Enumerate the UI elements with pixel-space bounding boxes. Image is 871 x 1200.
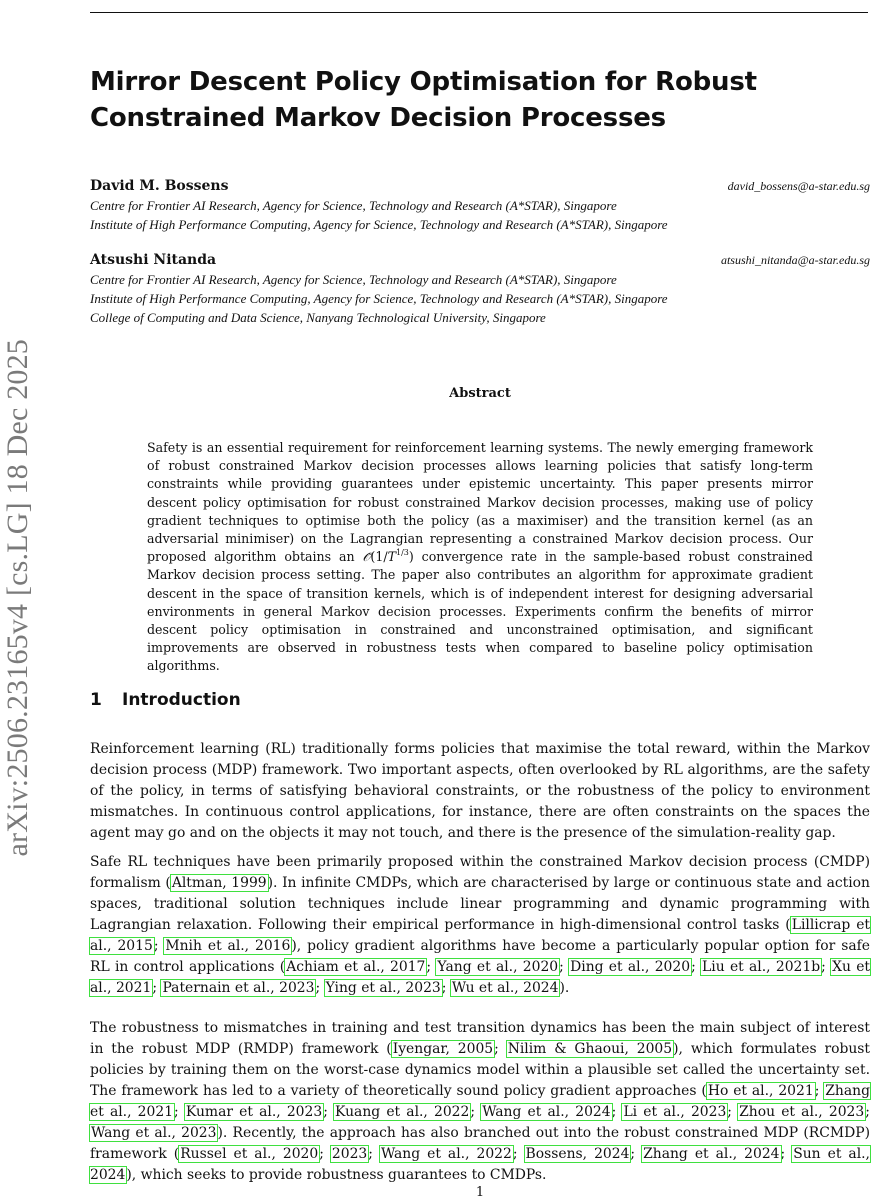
paragraph-text: ; [727, 1104, 739, 1120]
author-name: David M. Bossens [90, 178, 229, 194]
section-heading-introduction [90, 690, 870, 710]
header-rule [90, 12, 868, 13]
paragraph-text: ; [153, 938, 165, 954]
citation-link[interactable]: Nilim & Ghaoui, 2005 [507, 1041, 673, 1057]
citation-link[interactable]: Iyengar, 2005 [392, 1041, 494, 1057]
paragraph-text: ; [780, 1146, 793, 1162]
citation-link[interactable]: Ying et al., 2023 [325, 980, 441, 996]
paragraph-text: ; [368, 1146, 380, 1162]
citation-link[interactable]: Paternain et al., 2023 [162, 980, 315, 996]
paragraph-text: ), which formulates robust policies by training them on the worst-case dynamics model within a plausible set called the uncertainty set. The framework has led to a variety of theoretically sound policy gradient approaches ( [90, 1041, 870, 1099]
paragraph-text: The robustness to mismatches in training and test transition dynamics has been the main subject of interest in the robust MDP (RMDP) framework ( [90, 1020, 870, 1057]
paragraph-text: ; [821, 959, 832, 975]
author-affiliation: Centre for Frontier AI Research, Agency for Science, Technology and Research (A*STAR), Singapore [90, 272, 617, 287]
citation-link[interactable]: Wang et al., 2022 [380, 1146, 512, 1162]
page-number: 1 [475, 1185, 485, 1200]
paragraph-text: ; [814, 1083, 825, 1099]
paper-title: Mirror Descent Policy Optimisation for Robust Constrained Markov Decision Processes [90, 67, 757, 133]
paragraph-text: ; [512, 1146, 525, 1162]
citation-link[interactable]: Ding et al., 2020 [570, 959, 691, 975]
paragraph-text: ; [611, 1104, 623, 1120]
paragraph-text: ; [315, 980, 325, 996]
paragraph-text: ; [470, 1104, 482, 1120]
paragraph-text: ; [174, 1104, 185, 1120]
author-name: Atsushi Nitanda [90, 252, 217, 268]
citation-link[interactable]: Liu et al., 2021b [702, 959, 821, 975]
section-number: 1 [90, 690, 102, 710]
paragraph-text: ; [865, 1104, 870, 1120]
paragraph-text: Reinforcement learning (RL) traditionally forms policies that maximise the total reward, within the Markov decision process (MDP) framework. Two important aspects, often overlooked by RL algorithms, are the safety of the policy, in terms of satisfying behavioral constraints, or the robustness of the policy to environment mismatches. In continuous control applications, for instance, there are often constraints on the spaces the agent may go and on the objects it may not touch, and there is the presence of the simulation-reality gap. [90, 741, 870, 841]
author-affiliation: Institute of High Performance Computing, Agency for Science, Technology and Research (A*STAR), Singapore [90, 217, 668, 232]
paragraph-text: ; [691, 959, 702, 975]
citation-link[interactable]: Sun et al., 2024 [90, 1146, 870, 1183]
author-affiliation: Institute of High Performance Computing, Agency for Science, Technology and Research (A*STAR), Singapore [90, 291, 668, 306]
paragraph-text: ), policy gradient algorithms have become a particularly popular option for safe RL in control applications ( [90, 938, 870, 975]
author-affiliation: College of Computing and Data Science, Nanyang Technological University, Singapore [90, 310, 546, 325]
paragraph-text: Safe RL techniques have been primarily proposed within the constrained Markov decision process (CMDP) formalism ( [90, 854, 870, 891]
paragraph-text: ). [559, 980, 570, 996]
paragraph-text: ; [319, 1146, 331, 1162]
abstract-text [147, 439, 813, 676]
paragraph-2 [90, 852, 870, 999]
author-affiliation: Centre for Frontier AI Research, Agency for Science, Technology and Research (A*STAR), Singapore [90, 198, 617, 213]
citation-link[interactable]: Achiam et al., 2017 [286, 959, 426, 975]
citation-link[interactable]: Lillicrap et al., 2015 [90, 917, 870, 954]
paragraph-text: ). Recently, the approach has also branched out into the robust constrained MDP (RCMDP) framework ( [90, 1125, 870, 1162]
paragraph-text: ; [494, 1041, 507, 1057]
arxiv-identifier-text: arXiv:2506.23165v4 [cs.LG] 18 Dec 2025 [1, 338, 34, 857]
citation-link[interactable]: Wu et al., 2024 [451, 980, 559, 996]
citation-link[interactable]: Russel et al., 2020 [180, 1146, 319, 1162]
citation-link[interactable]: Zhang et al., 2024 [643, 1146, 780, 1162]
section-title: Introduction [122, 690, 241, 710]
citation-link[interactable]: Ho et al., 2021 [707, 1083, 814, 1099]
abstract-text-part: Safety is an essential requirement for reinforcement learning systems. The newly emerging framework of robust constrained Markov decision processes allows learning policies that satisfy long-term constraints while providing guarantees under epistemic uncertainty. This paper presents mirror descent policy optimisation for robust constrained Markov decision processes, making use of policy gradient techniques to optimise both the policy (as a maximiser) and the transition kernel (as an adversarial minimiser) on the Lagrangian representing a constrained Markov decision process. Our proposed algorithm obtains an [147, 440, 813, 565]
paragraph-3 [90, 1018, 870, 1186]
paragraph-text: ; [323, 1104, 335, 1120]
author-email[interactable]: atsushi_nitanda@a-star.edu.sg [720, 253, 870, 267]
citation-link[interactable]: Yang et al., 2020 [437, 959, 559, 975]
citation-link[interactable]: Zhou et al., 2023 [739, 1104, 865, 1120]
author-email[interactable]: david_bossens@a-star.edu.sg [727, 179, 870, 193]
citation-link[interactable]: Zhang et al., 2021 [90, 1083, 870, 1120]
citation-link[interactable]: Wang et al., 2024 [482, 1104, 611, 1120]
paragraph-text: ; [152, 980, 162, 996]
citation-link[interactable]: Wang et al., 2023 [91, 1125, 217, 1141]
arxiv-identifier-stamp [0, 305, 36, 890]
paragraph-text: ; [441, 980, 451, 996]
convergence-rate-formula: $𝒪̃(1/T^{1/3})$ [362, 548, 414, 565]
citation-link[interactable]: Kumar et al., 2023 [185, 1104, 323, 1120]
paragraph-text: ; [559, 959, 570, 975]
author-block-2 [90, 252, 870, 327]
citation-link[interactable]: Mnih et al., 2016 [165, 938, 291, 954]
abstract-heading: Abstract [449, 386, 511, 401]
paragraph-text: ). In infinite CMDPs, which are characterised by large or continuous state and action spaces, traditional solution techniques include linear programming and dynamic programming with Lagrangian relaxation. Following their empirical performance in high-dimensional control tasks ( [90, 875, 870, 933]
citation-link[interactable]: Xu et al., 2021 [90, 959, 870, 996]
citation-link[interactable]: Bossens, 2024 [525, 1146, 630, 1162]
paragraph-text: ; [426, 959, 437, 975]
paragraph-text: ; [630, 1146, 643, 1162]
citation-link[interactable]: Li et al., 2023 [623, 1104, 727, 1120]
citation-link[interactable]: Kuang et al., 2022 [335, 1104, 470, 1120]
paragraph-1 [90, 739, 870, 844]
citation-link[interactable]: Altman, 1999 [171, 875, 267, 891]
abstract-text-part: convergence rate in the sample-based robust constrained Markov decision process setting. The paper also contributes an algorithm for approximate gradient descent in the space of transition kernels, which is of independent interest for designing adversarial environments in general Markov decision processes. Experiments confirm the benefits of mirror descent policy optimisation in constrained and unconstrained optimisation, and significant improvements are observed in robustness tests when compared to baseline policy optimisation algorithms. [147, 549, 813, 674]
author-block-1 [90, 178, 870, 234]
paragraph-text: ), which seeks to provide robustness guarantees to CMDPs. [126, 1167, 547, 1183]
citation-link[interactable]: 2023 [331, 1146, 368, 1162]
